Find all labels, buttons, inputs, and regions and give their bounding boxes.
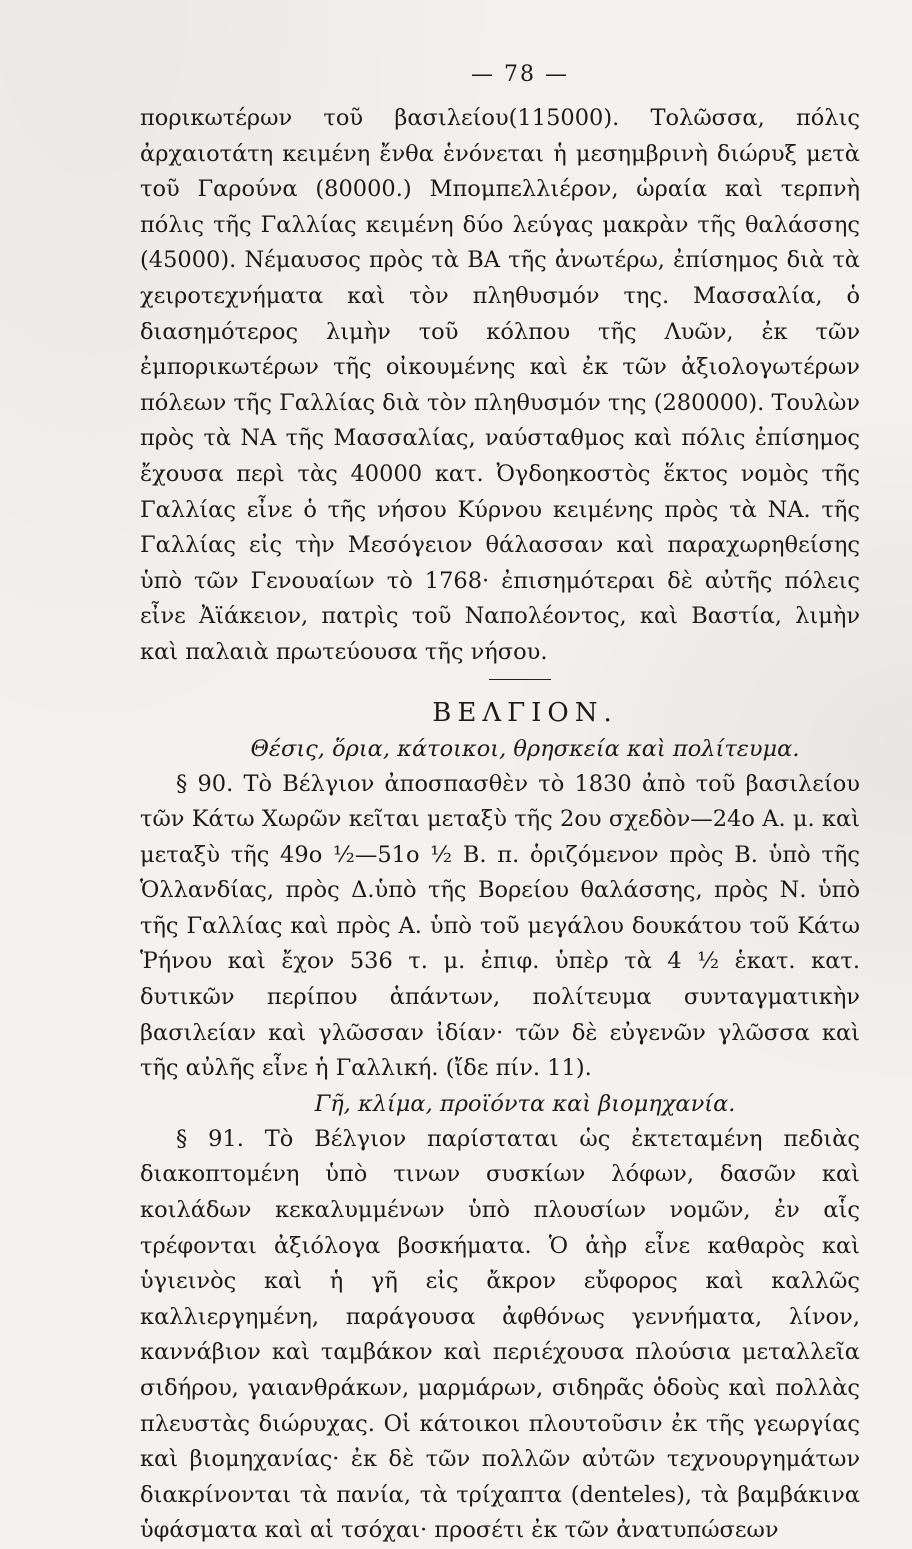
section-divider <box>489 679 551 680</box>
section-title: ΒΕΛΓΙΟΝ. <box>432 697 618 728</box>
paragraph-91: § 91. Τὸ Βέλγιον παρίσταται ὡς ἐκτεταμένη πεδιὰς διακοπτομένη ὑπὸ τινων συσκίων λόφων, δασῶν καὶ κοιλάδων κεκαλυμμένων ὑπὸ πλουσίων νομῶν, ἐν αἷς τρέφονται ἀξιόλογα βοσκήματα. Ὁ ἀὴρ εἶνε καθαρὸς καὶ ὑγιεινὸς καὶ ἡ γῆ εἰς ἄκρον εὔφορος καὶ καλλῶς καλλιεργημένη, παράγουσα ἀφθόνως γεννήματα, λίνον, καννάβιον καὶ ταμβάκον καὶ περιέχουσα πλούσια μεταλλεῖα σιδήρου, γαιανθράκων, μαρμάρων, σιδηρᾶς ὁδοὺς καὶ πολλὰς πλευστὰς διώρυχας. Οἱ κάτοικοι πλουτοῦσιν ἐκ τῆς γεωργίας καὶ βιομηχανίας· ἐκ δὲ τῶν πολλῶν αὐτῶν τεχνουργημάτων διακρίνονται τὰ πανία, τὰ τρίχαπτα (denteles), τὰ βαμβάκινα ὑφάσματα καὶ αἱ τσόχαι· προσέτι ἐκ τῶν ἀνατυπώσεων <box>140 1125 860 1544</box>
paragraph-90: § 90. Τὸ Βέλγιον ἀποσπασθὲν τὸ 1830 ἀπὸ τοῦ βασιλείου τῶν Κάτω Χωρῶν κεῖται μεταξὺ τῆς 2ου σχεδὸν—24ο Α. μ. καὶ μεταξὺ τῆς 49ο ½—51ο ½ Β. π. ὁριζόμενον πρὸς Β. ὑπὸ τῆς Ὁλλανδίας, πρὸς Δ.ὑπὸ τῆς Βορείου θαλάσσης, πρὸς Ν. ὑπὸ τῆς Γαλλίας καὶ πρὸς Α. ὑπὸ τοῦ μεγάλου δουκάτου τοῦ Κάτω Ῥήνου καὶ ἔχον 536 τ. μ. ἐπιφ. ὑπὲρ τὰ 4 ½ ἑκατ. κατ. δυτικῶν περίπου ἁπάντων, πολίτευμα συνταγματικὴν βασιλείαν καὶ γλῶσσαν ἰδίαν· τῶν δὲ εὐγενῶν γλῶσσα καὶ τῆς αὐλῆς εἶνε ἡ Γαλλική. (ἴδε πίν. 11). <box>140 770 860 1082</box>
subheading-land: Γῆ, κλίμα, προϊόντα καὶ βιομηχανία. <box>314 1090 736 1117</box>
page-number: — 78 — <box>471 62 569 87</box>
subheading-position: Θέσις, ὅρια, κάτοικοι, θρησκεία καὶ πολίτευμα. <box>250 735 800 762</box>
paragraph-france-cities: πορικωτέρων τοῦ βασιλείου(115000). Τολῶσσα, πόλις ἀρχαιοτάτη κειμένη ἔνθα ἑνόνεται ἡ μεσημβρινὴ διώρυξ μετὰ τοῦ Γαρούνα (80000.) Μπομπελλιέρον, ὡραία καὶ τερπνὴ πόλις τῆς Γαλλίας κειμένη δύο λεύγας μακρὰν τῆς θαλάσσης (45000). Νέμαυσος πρὸς τὰ ΒΑ τῆς ἀνωτέρω, ἐπίσημος διὰ τὰ χειροτεχνήματα καὶ τὸν πληθυσμόν της. Μασσαλία, ὁ διασημότερος λιμὴν τοῦ κόλπου τῆς Λυῶν, ἐκ τῶν ἐμπορικωτέρων τῆς οἰκουμένης καὶ ἐκ τῶν ἀξιολογωτέρων πόλεων τῆς Γαλλίας διὰ τὸν πληθυσμόν της (280000). Τουλὼν πρὸς τὰ ΝΑ τῆς Μασσαλίας, ναύσταθμος καὶ πόλις ἐπίσημος ἔχουσα περὶ τὰς 40000 κατ. Ὀγδοηκοστὸς ἕκτος νομὸς τῆς Γαλλίας εἶνε ὁ τῆς νήσου Κύρνου κειμένης πρὸς τὰ ΝΑ. τῆς Γαλλίας εἰς τὴν Μεσόγειον θάλασσαν καὶ παραχωρηθείσης ὑπὸ τῶν Γενουαίων τὸ 1768· ἐπισημότεραι δὲ αὐτῆς πόλεις εἶνε Ἀϊάκειον, πατρὶς τοῦ Ναπολέοντος, καὶ Βαστία, λιμὴν καὶ παλαιὰ πρωτεύουσα τῆς νήσου. <box>140 105 860 665</box>
